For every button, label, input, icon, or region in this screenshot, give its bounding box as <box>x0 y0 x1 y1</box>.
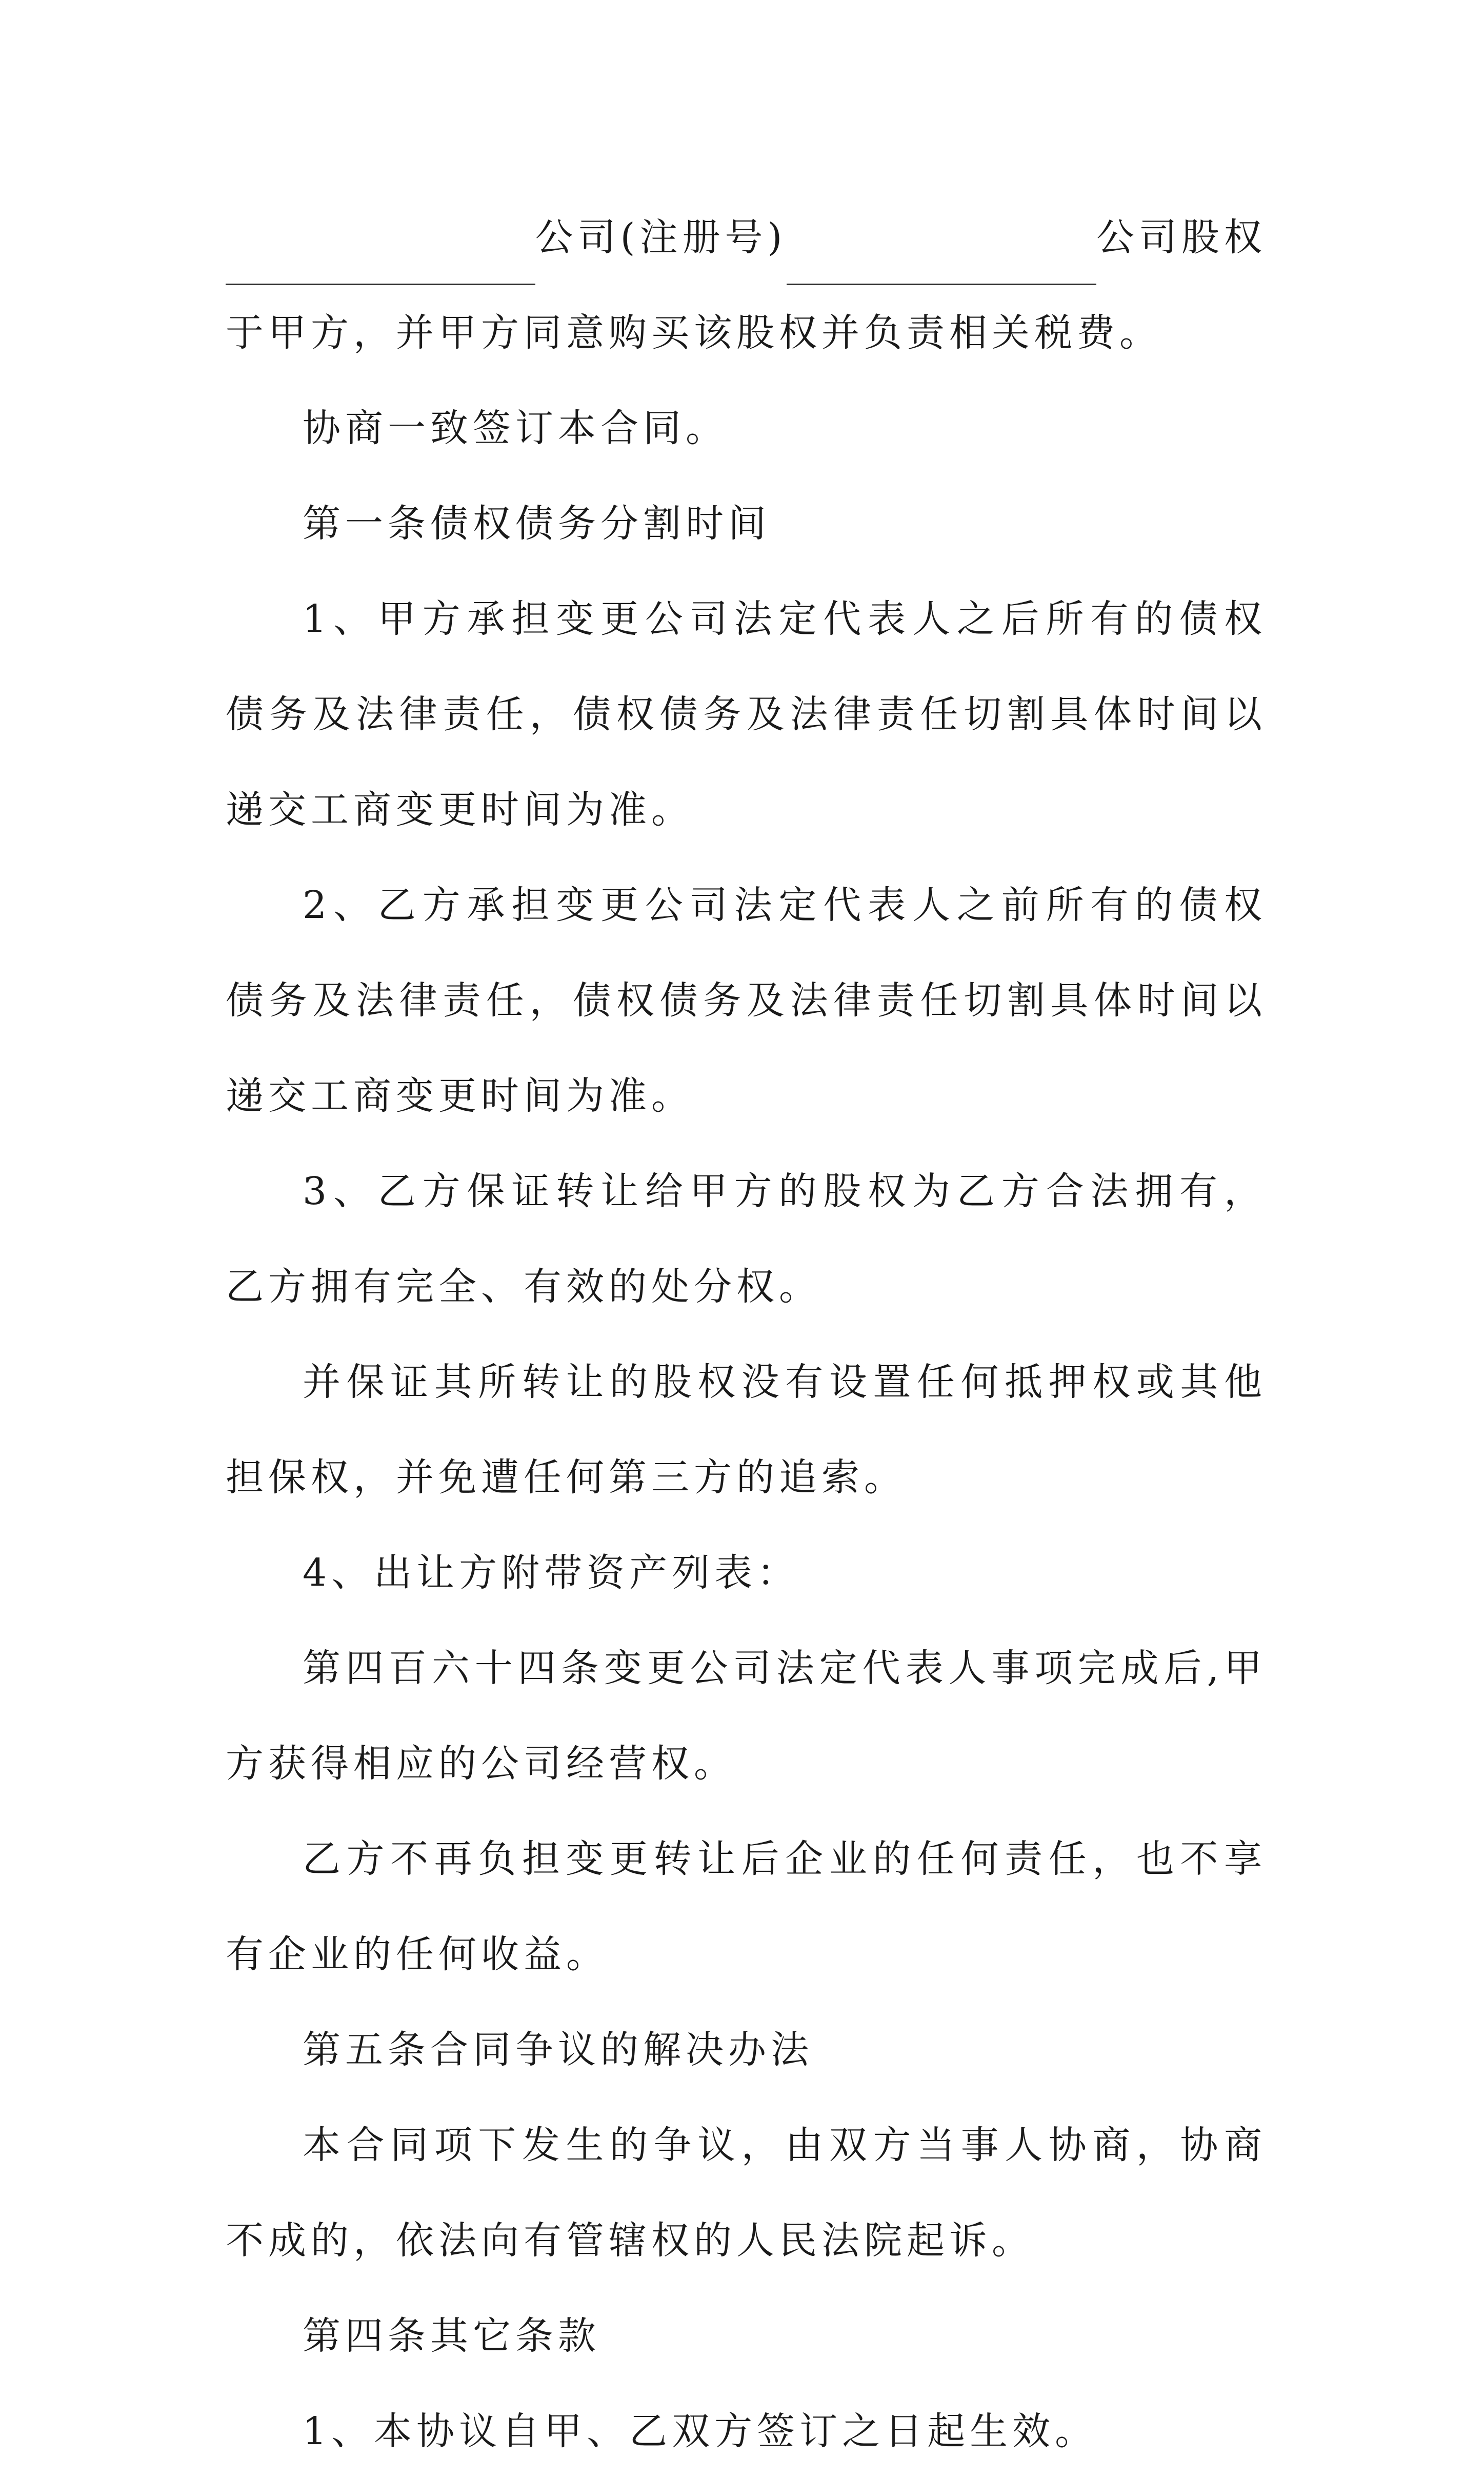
paragraph-clause-1: 1、甲方承担变更公司法定代表人之后所有的债权债务及法律责任，债权债务及法律责任切割具体时间以递交工商变更时间为准。 <box>226 597 1267 832</box>
blank-line-company <box>226 222 535 285</box>
header-seg-registration: 公司(注册号) <box>535 215 787 259</box>
heading-article-1: 第一条债权债务分割时间 <box>303 502 771 546</box>
header-line <box>226 190 1267 285</box>
paragraph-transfer-to-party-a: 于甲方，并甲方同意购买该股权并负责相关税费。 <box>226 311 1162 355</box>
paragraph-party-b-liability: 乙方不再负担变更转让后企业的任何责任，也不享有企业的任何收益。 <box>226 1837 1267 1976</box>
paragraph-effective-date: 1、本协议自甲、乙双方签订之日起生效。 <box>303 2409 1098 2453</box>
blank-line-registration-number <box>787 222 1096 285</box>
paragraph-guarantee: 并保证其所转让的股权没有设置任何抵押权或其他担保权，并免遭任何第三方的追索。 <box>226 1360 1267 1500</box>
document-page <box>226 190 1267 2479</box>
paragraph-dispute-resolution: 本合同项下发生的争议，由双方当事人协商，协商不成的，依法向有管辖权的人民法院起诉。 <box>226 2123 1267 2263</box>
paragraph-clause-3: 3、乙方保证转让给甲方的股权为乙方合法拥有，乙方拥有完全、有效的处分权。 <box>226 1169 1267 1309</box>
header-seg-equity: 公司股权 <box>1096 215 1267 259</box>
paragraph-agreement: 协商一致签订本合同。 <box>303 406 728 450</box>
paragraph-clause-2: 2、乙方承担变更公司法定代表人之前所有的债权债务及法律责任，债权债务及法律责任切割具体时间以递交工商变更时间为准。 <box>226 883 1267 1118</box>
heading-article-4: 第四条其它条款 <box>303 2314 600 2358</box>
paragraph-clause-4: 4、出让方附带资产列表： <box>303 1551 800 1595</box>
heading-article-5: 第五条合同争议的解决办法 <box>303 2028 813 2072</box>
paragraph-article-464: 第四百六十四条变更公司法定代表人事项完成后,甲方获得相应的公司经营权。 <box>226 1646 1267 1786</box>
